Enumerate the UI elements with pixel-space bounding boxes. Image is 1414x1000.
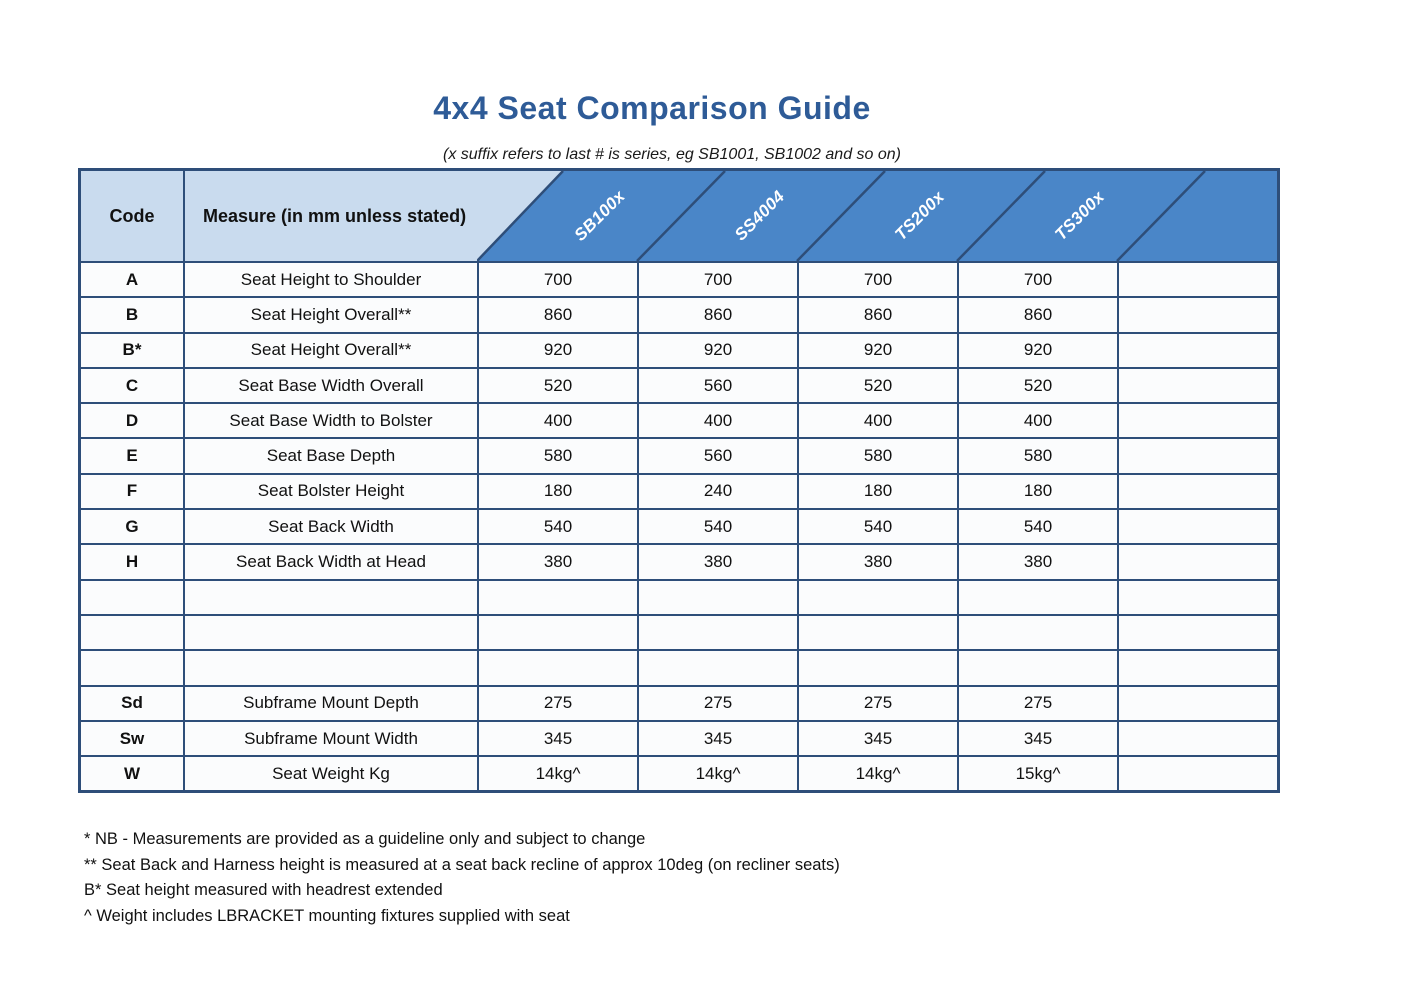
measure-cell: Seat Base Width Overall [185,369,477,402]
value-cell: 15kg^ [959,757,1117,790]
empty-cell [1119,369,1277,402]
page-subtitle: (x suffix refers to last # is series, eg SB1001, SB1002 and so on) [442,146,901,163]
value-cell: 580 [799,439,957,472]
value-cell: 580 [479,439,637,472]
measure-cell: Seat Back Width [185,510,477,543]
measure-cell: Seat Height to Shoulder [185,263,477,296]
value-cell: 920 [799,334,957,367]
value-cell: 700 [959,263,1117,296]
measure-cell [185,616,477,649]
value-cell: 560 [639,369,797,402]
code-cell: E [81,439,183,472]
value-cell: 520 [799,369,957,402]
value-cell: 520 [479,369,637,402]
table-header-row [81,171,1277,261]
value-cell: 580 [959,439,1117,472]
measure-cell: Seat Height Overall** [185,298,477,331]
value-cell: 520 [959,369,1117,402]
value-cell: 700 [479,263,637,296]
value-cell [479,616,637,649]
value-cell: 540 [479,510,637,543]
value-cell: 180 [959,475,1117,508]
empty-cell [1119,404,1277,437]
value-cell: 275 [479,687,637,720]
value-cell: 180 [799,475,957,508]
code-cell [81,581,183,614]
value-cell: 860 [639,298,797,331]
value-cell: 240 [639,475,797,508]
value-cell: 14kg^ [639,757,797,790]
value-cell: 560 [639,439,797,472]
empty-cell [1119,545,1277,578]
measure-cell: Seat Base Width to Bolster [185,404,477,437]
column-header-ts300x: TS300x [1051,187,1109,245]
measure-column-header: Measure (in mm unless stated) [203,205,467,226]
column-header-ss4004: SS4004 [730,186,789,245]
value-cell: 275 [639,687,797,720]
value-cell: 920 [479,334,637,367]
code-cell: H [81,545,183,578]
value-cell: 920 [639,334,797,367]
footnote: * NB - Measurements are provided as a guideline only and subject to change [84,830,646,848]
code-cell [81,616,183,649]
empty-cell [1119,298,1277,331]
value-cell: 345 [479,722,637,755]
value-cell: 400 [479,404,637,437]
value-cell: 380 [479,545,637,578]
value-cell: 345 [639,722,797,755]
value-cell: 860 [799,298,957,331]
footnotes [84,827,840,929]
code-cell: G [81,510,183,543]
value-cell: 700 [799,263,957,296]
value-cell [959,581,1117,614]
empty-cell [1119,510,1277,543]
empty-cell [1119,616,1277,649]
code-cell: F [81,475,183,508]
code-cell: Sw [81,722,183,755]
value-cell [959,616,1117,649]
value-cell: 14kg^ [799,757,957,790]
code-cell: B [81,298,183,331]
footnote: ^ Weight includes LBRACKET mounting fixtures supplied with seat [84,906,570,925]
value-cell: 380 [639,545,797,578]
empty-cell [1119,439,1277,472]
value-cell [639,581,797,614]
value-cell: 400 [959,404,1117,437]
comparison-table [78,168,1280,793]
value-cell: 540 [799,510,957,543]
code-cell [81,651,183,684]
footnote: ** Seat Back and Harness height is measured at a seat back recline of approx 10deg (on recliner seats) [84,855,840,874]
value-cell: 275 [799,687,957,720]
value-cell [799,616,957,649]
measure-cell [185,581,477,614]
code-cell: W [81,757,183,790]
product-columns-header [477,171,1277,261]
value-cell [639,616,797,649]
value-cell: 400 [639,404,797,437]
value-cell [479,651,637,684]
value-cell: 275 [959,687,1117,720]
measure-cell: Seat Base Depth [185,439,477,472]
value-cell: 345 [959,722,1117,755]
measure-cell: Subframe Mount Width [185,722,477,755]
code-cell: A [81,263,183,296]
footnote: B* Seat height measured with headrest extended [84,881,443,899]
value-cell: 180 [479,475,637,508]
measure-cell: Seat Weight Kg [185,757,477,790]
measure-cell: Seat Bolster Height [185,475,477,508]
empty-cell [1119,263,1277,296]
measure-cell: Subframe Mount Depth [185,687,477,720]
value-cell: 540 [959,510,1117,543]
code-column-header: Code [81,171,185,261]
code-cell: D [81,404,183,437]
code-cell: Sd [81,687,183,720]
empty-cell [1119,757,1277,790]
value-cell: 400 [799,404,957,437]
value-cell [959,651,1117,684]
page-title: 4x4 Seat Comparison Guide [433,90,871,126]
value-cell [479,581,637,614]
value-cell: 700 [639,263,797,296]
value-cell: 860 [479,298,637,331]
value-cell [799,651,957,684]
code-cell: C [81,369,183,402]
column-header-ts200x: TS200x [891,187,949,245]
value-cell [639,651,797,684]
empty-cell [1119,722,1277,755]
empty-cell [1119,687,1277,720]
measure-cell [185,651,477,684]
value-cell: 920 [959,334,1117,367]
empty-cell [1119,581,1277,614]
code-cell: B* [81,334,183,367]
measure-cell: Seat Height Overall** [185,334,477,367]
value-cell [799,581,957,614]
value-cell: 380 [959,545,1117,578]
value-cell: 540 [639,510,797,543]
value-cell: 380 [799,545,957,578]
value-cell: 860 [959,298,1117,331]
measure-cell: Seat Back Width at Head [185,545,477,578]
empty-cell [1119,651,1277,684]
value-cell: 14kg^ [479,757,637,790]
column-header-sb100x: SB100x [570,186,629,245]
value-cell: 345 [799,722,957,755]
empty-cell [1119,334,1277,367]
empty-cell [1119,475,1277,508]
